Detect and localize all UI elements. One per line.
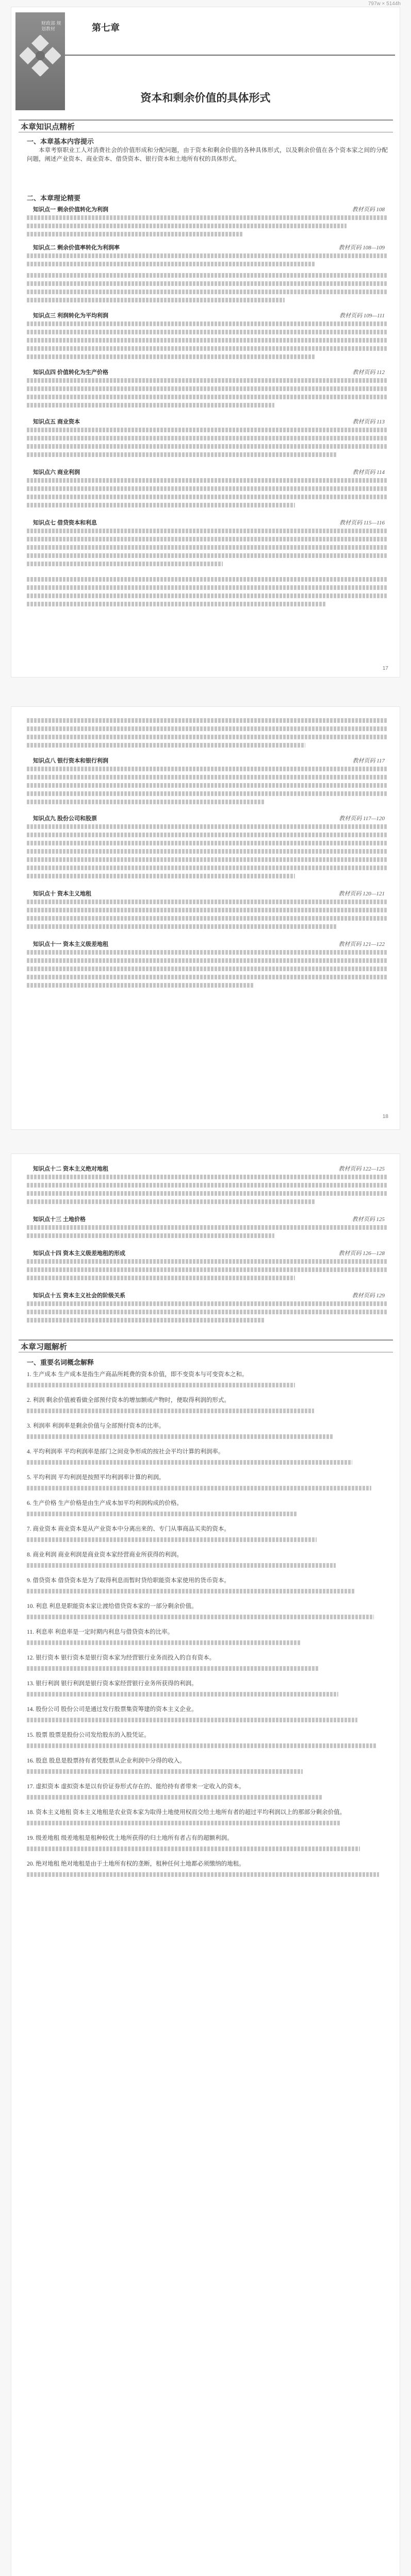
knowledge-point-title: 知识点十一 资本主义级差地租 <box>33 941 109 947</box>
page-reference: 教材页码 125 <box>352 1216 385 1223</box>
knowledge-point-title: 知识点二 剩余价值率转化为利润率 <box>33 245 120 251</box>
knowledge-point-heading <box>33 1215 389 1223</box>
knowledge-point-heading <box>33 205 389 213</box>
chapter-number: 第七章 <box>92 23 120 33</box>
page-reference: 教材页码 108—109 <box>338 245 385 251</box>
knowledge-point-heading <box>33 468 389 476</box>
term-entry: 16. 股息 股息是股票持有者凭股票从企业利润中分得的收入。 <box>27 1758 186 1764</box>
knowledge-point-title: 知识点九 股份公司和股票 <box>33 816 97 822</box>
page-reference: 教材页码 121—122 <box>338 941 385 947</box>
term-entry: 7. 商业资本 商业资本是从产业资本中分离出来的、专门从事商品买卖的资本。 <box>27 1526 230 1532</box>
term-entry: 19. 级差地租 级差地租是租种较优土地所获得的归土地所有者占有的超额利润。 <box>27 1835 233 1841</box>
subheading: 一、重要名词概念解释 <box>27 1359 94 1366</box>
page-reference: 教材页码 114 <box>352 469 385 476</box>
term-entry: 9. 借贷资本 借贷资本是为了取得利息而暂时贷给职能资本家使用的货币资本。 <box>27 1578 230 1584</box>
knowledge-point-title: 知识点十 资本主义地租 <box>33 891 92 897</box>
term-entry: 13. 银行利润 银行利润是银行资本家经营银行业务所获得的利润。 <box>27 1681 198 1687</box>
page-number: 18 <box>382 1114 388 1120</box>
knowledge-point-heading <box>33 368 389 376</box>
knowledge-point-title: 知识点十二 资本主义绝对地租 <box>33 1166 109 1172</box>
knowledge-point-heading <box>33 417 389 425</box>
section-header <box>19 1340 393 1352</box>
page-reference: 教材页码 115—116 <box>339 520 385 526</box>
term-entry: 12. 银行资本 银行资本是银行资本家为经营银行业务而投入的自有资本。 <box>27 1655 216 1661</box>
emblem-icon <box>20 35 61 76</box>
page-reference: 教材页码 109—111 <box>339 313 385 319</box>
knowledge-point-title: 知识点一 剩余价值转化为利润 <box>33 207 109 213</box>
knowledge-point-title: 知识点十五 资本主义社会的阶级关系 <box>33 1293 126 1299</box>
page-reference: 教材页码 117—120 <box>339 816 385 822</box>
knowledge-point-title: 知识点七 借贷资本和利息 <box>33 520 97 526</box>
knowledge-point-title: 知识点六 商业利润 <box>33 469 80 476</box>
knowledge-point-heading <box>33 814 389 822</box>
page-reference: 教材页码 117 <box>352 758 385 764</box>
term-entry: 17. 虚拟资本 虚拟资本是以有价证券形式存在的、能给持有者带来一定收入的资本。 <box>27 1784 245 1790</box>
intro-paragraph: 本章考察职业工人对消费社会的价值形成和分配问题，由于资本和剩余价值的各种具体形式，以及剩余价值在各个资本家之间的分配问题，阐述产业资本、商业资本、借贷资本、银行资本和土地所有权的具体形式。 <box>27 147 388 162</box>
page-reference: 教材页码 129 <box>352 1293 385 1299</box>
page-1 <box>11 7 400 677</box>
subheading: 二、本章理论精要 <box>27 194 81 202</box>
term-entry: 10. 利息 利息是职能资本家让渡给借贷资本家的一部分剩余价值。 <box>27 1603 198 1609</box>
page-reference: 教材页码 113 <box>352 419 385 425</box>
section-title: 本章知识点精析 <box>21 123 75 131</box>
page-reference: 教材页码 112 <box>352 369 385 376</box>
page-number: 17 <box>382 666 388 671</box>
chapter-title: 资本和剩余价值的具体形式 <box>140 92 271 104</box>
term-entry: 20. 绝对地租 绝对地租是由于土地所有权的垄断，租种任何土地都必须缴纳的地租。 <box>27 1861 245 1867</box>
term-entry: 1. 生产成本 生产成本是指生产商品所耗费的资本价值，即不变资本与可变资本之和。 <box>27 1371 248 1378</box>
knowledge-point-title: 知识点四 价值转化为生产价格 <box>33 369 109 376</box>
knowledge-point-heading <box>33 889 389 897</box>
knowledge-point-title: 知识点八 银行资本和银行利润 <box>33 758 109 764</box>
page-3 <box>11 1154 400 2576</box>
knowledge-point-heading <box>33 1164 389 1172</box>
term-entry: 14. 股份公司 股份公司是通过发行股票集资筹建的资本主义企业。 <box>27 1706 198 1713</box>
knowledge-point-title: 知识点五 商业资本 <box>33 419 80 425</box>
knowledge-point-heading <box>33 940 389 947</box>
term-entry: 6. 生产价格 生产价格是由生产成本加平均利润构成的价格。 <box>27 1500 183 1506</box>
page-reference: 教材页码 126—128 <box>338 1250 385 1257</box>
knowledge-point-heading <box>33 756 389 764</box>
page-reference: 教材页码 120—121 <box>338 891 385 897</box>
knowledge-point-heading <box>33 1249 389 1257</box>
knowledge-point-heading <box>33 243 389 251</box>
page-reference: 教材页码 122—125 <box>338 1166 385 1172</box>
term-entry: 11. 利息率 利息率是一定时期内利息与借贷资本的比率。 <box>27 1629 174 1635</box>
knowledge-point-heading <box>33 311 389 319</box>
image-dimensions: 797w × 5144h <box>368 1 401 7</box>
term-entry: 3. 利润率 利润率是剩余价值与全部预付资本的比率。 <box>27 1423 165 1429</box>
knowledge-point-title: 知识点十三 土地价格 <box>33 1216 86 1223</box>
page-reference: 教材页码 108 <box>352 207 385 213</box>
section-title: 本章习题解析 <box>21 1343 68 1351</box>
section-header <box>19 120 393 132</box>
subheading: 一、本章基本内容提示 <box>27 138 94 145</box>
term-entry: 8. 商业利润 商业利润是商业资本家经营商业所获得的利润。 <box>27 1552 183 1558</box>
knowledge-point-title: 知识点三 利润转化为平均利润 <box>33 313 109 319</box>
knowledge-point-title: 知识点十四 资本主义级差地租的形成 <box>33 1250 126 1257</box>
term-entry: 18. 资本主义地租 资本主义地租是农业资本家为取得土地使用权而交给土地所有者的超过平均利润以上的那部分剩余价值。 <box>27 1809 346 1816</box>
knowledge-point-heading <box>33 1291 389 1299</box>
term-entry: 2. 利润 剩余价值被看做全部预付资本的增加额或产物时，便取得利润的形式。 <box>27 1397 230 1403</box>
term-entry: 4. 平均利润率 平均利润率是部门之间竞争形成的按社会平均计算的利润率。 <box>27 1449 224 1455</box>
term-entry: 15. 股票 股票是股份公司发给股东的入股凭证。 <box>27 1732 150 1738</box>
knowledge-point-heading <box>33 518 389 526</box>
page-2 <box>11 707 400 1129</box>
term-entry: 5. 平均利润 平均利润是按照平均利润率计算的利润。 <box>27 1475 165 1481</box>
logo-caption: 财政部 规划教材 <box>41 21 61 31</box>
